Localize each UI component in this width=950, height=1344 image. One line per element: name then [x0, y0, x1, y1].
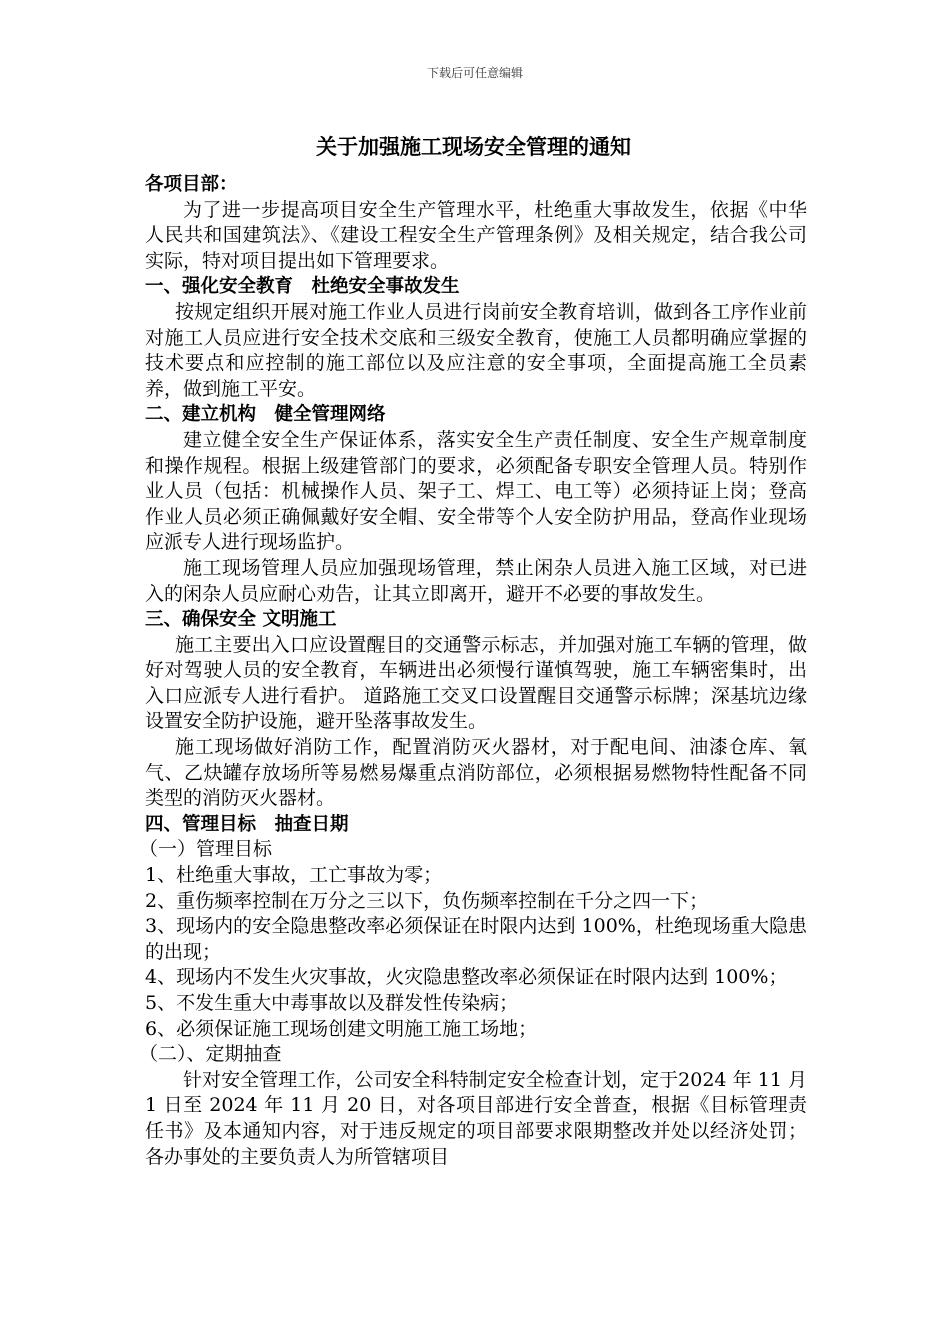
section-2-paragraph-1: 建立健全安全生产保证体系，落实安全生产责任制度、安全生产规章制度和操作规程。根据上级建管部门的要求，必须配备专职安全管理人员。特别作业人员（包括：机械操作人员、架子工、焊工、电工等）必须持证上岗；登高作业人员必须正确佩戴好安全帽、安全带等个人安全防护用品，登高作业现场应派专人进行现场监护。: [145, 428, 807, 554]
salutation: 各项目部：: [145, 174, 238, 195]
list-item: 3、现场内的安全隐患整改率必须保证在时限内达到 100%，杜绝现场重大隐患的出现；: [145, 915, 807, 963]
list-item: 5、不发生重大中毒事故以及群发性传染病；: [145, 992, 519, 1014]
section-3-paragraph-2: 施工现场做好消防工作，配置消防灭火器材，对于配电间、油漆仓库、氧气、乙炔罐存放场所等易燃易爆重点消防部位，必须根据易燃物特性配备不同类型的消防灭火器材。: [145, 736, 807, 810]
section-3-paragraph-1: 施工主要出入口应设置醒目的交通警示标志，并加强对施工车辆的管理，做好对驾驶人员的安全教育，车辆进出必须慢行谨慎驾驶，施工车辆密集时，出入口应派专人进行看护。 道路施工交叉口设置醒目交通警示标牌；深基坑边缘设置安全防护设施，避开坠落事故发生。: [145, 633, 807, 733]
section-1-heading: 一、强化安全教育 杜绝安全事故发生: [145, 276, 460, 298]
section-4-paragraph-last: 针对安全管理工作，公司安全科特制定安全检查计划，定于2024 年 11 月 1 日至 2024 年 11 月 20 日，对各项目部进行安全普查，根据《目标管理责任书》及本通知内容，对于违反规定的项目部要求限期整改并处以经济处罚；各办事处的主要负责人为所管辖项目: [145, 1068, 807, 1168]
section-2-paragraph-2: 施工现场管理人员应加强现场管理，禁止闲杂人员进入施工区域，对已进入的闲杂人员应耐心劝告，让其立即离开，避开不必要的事故发生。: [145, 556, 807, 605]
section-4-subheading-1: （一）管理目标: [139, 838, 273, 861]
section-4-subheading-2: （二）、定期抽查: [139, 1043, 282, 1066]
list-item: 2、重伤频率控制在万分之三以下，负伤频率控制在千分之四一下；: [145, 889, 709, 912]
intro-paragraph: 为了进一步提高项目安全生产管理水平，杜绝重大事故发生，依据《中华人民共和国建筑法》、《建设工程安全生产管理条例》及相关规定，结合我公司实际，特对项目提出如下管理要求。: [145, 198, 807, 272]
list-item: 4、现场内不发生火灾事故，火灾隐患整改率必须保证在时限内达到 100%；: [145, 966, 788, 989]
section-3-heading: 三、确保安全 文明施工: [145, 609, 337, 631]
page-header: 下载后可任意编辑: [426, 66, 523, 80]
document-body: [139, 132, 807, 1170]
document-title: 关于加强施工现场安全管理的通知: [316, 134, 631, 159]
list-item: 6、必须保证施工现场创建文明施工施工场地；: [145, 1017, 538, 1040]
list-item: 1、杜绝重大事故，工亡事故为零；: [145, 864, 443, 887]
section-1-paragraph: 按规定组织开展对施工作业人员进行岗前安全教育培训，做到各工序作业前对施工人员应进行安全技术交底和三级安全教育，使施工人员都明确应掌握的技术要点和应控制的施工部位以及应注意的安全事项，全面提高施工全员素养，做到施工平安。: [145, 300, 807, 400]
section-4-heading: 四、管理目标 抽查日期: [145, 813, 349, 835]
section-2-heading: 二、建立机构 健全管理网络: [145, 404, 386, 426]
